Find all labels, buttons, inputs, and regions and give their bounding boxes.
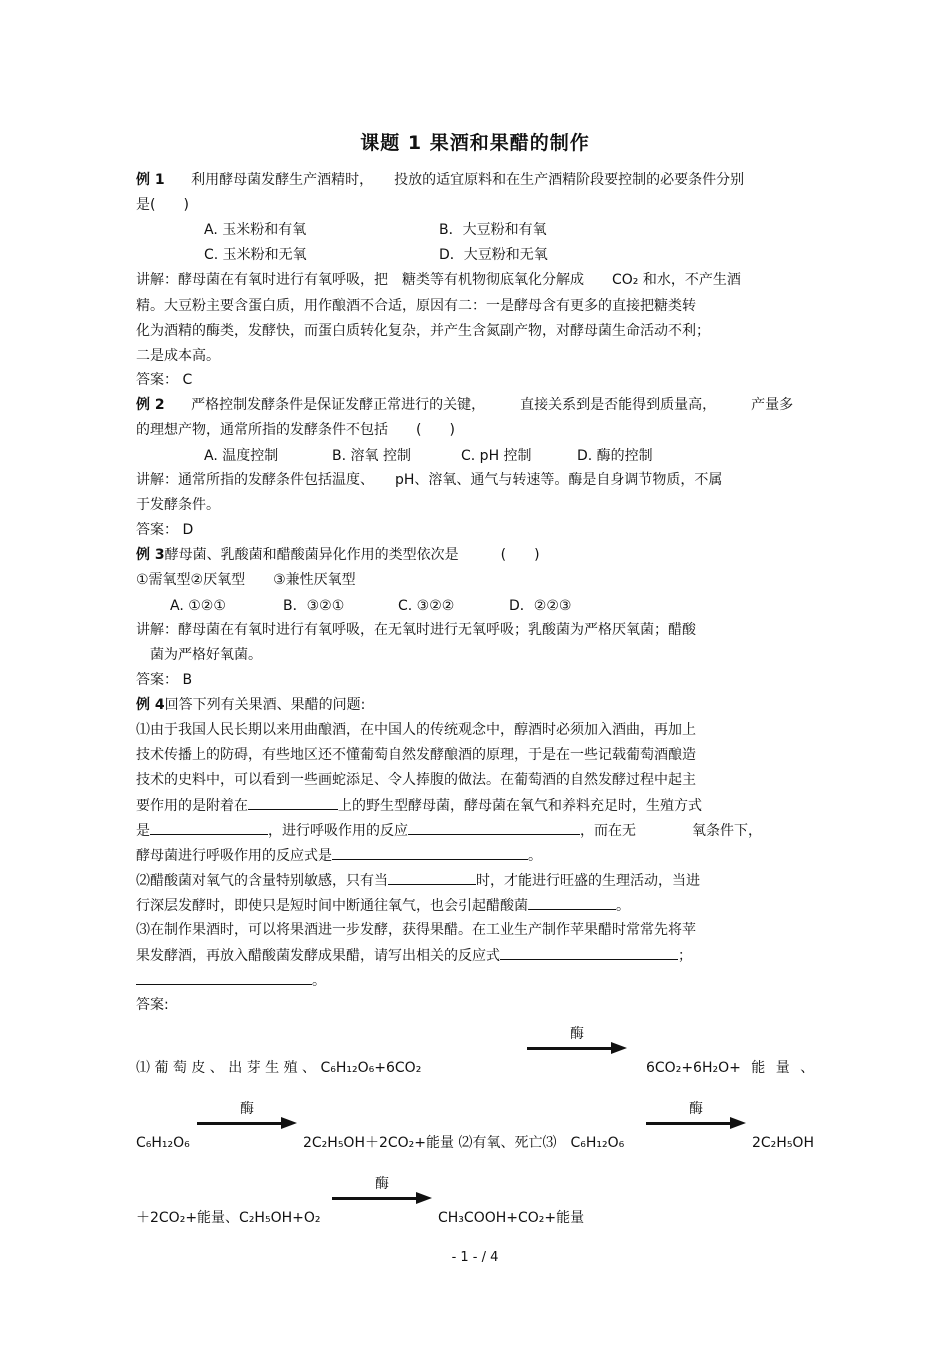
ex3-explanation-line2: 菌为严格好氧菌。 xyxy=(150,647,262,663)
ex3-option-d: D．②②③ xyxy=(509,598,572,614)
ex3-explanation-line1: 讲解：酵母菌在有氧时进行有氧呼吸，在无氧时进行无氧呼吸；乳酸菌为严格厌氧菌；醋酸 xyxy=(136,622,696,638)
ex4-part3-line1: ⑶在制作果酒时，可以将果酒进一步发酵，获得果醋。在工业生产制作苹果醋时常常先将苹 xyxy=(136,922,696,938)
ex2-explanation-line1: 讲解：通常所指的发酵条件包括温度、 pH、溶氧、通气与转速等。酶是自身调节物质，不属 xyxy=(136,472,723,488)
ex1-question-line2: 是( ) xyxy=(136,197,189,213)
ex4-question-intro: 例 4回答下列有关果酒、果醋的问题: xyxy=(136,697,366,713)
ex3-question-line2: ①需氧型②厌氧型 ③兼性厌氧型 xyxy=(136,572,356,588)
ex4-part1-line5: 是 ，进行呼吸作用的反应 ，而在无 氧条件下， xyxy=(136,820,762,841)
page-number: - 1 - / 4 xyxy=(451,1250,499,1265)
enzyme-label: 酶 xyxy=(689,1101,703,1117)
answer-blank xyxy=(408,820,580,835)
arrow-head-icon xyxy=(730,1117,746,1129)
ex1-option-c: C. 玉米粉和无氧 xyxy=(204,247,307,263)
reaction1-left: ⑴ 葡 萄 皮 、 出 芽 生 殖 、 C₆H₁₂O₆+6CO₂ xyxy=(136,1060,422,1076)
page-title: 课题 1 果酒和果醋的制作 xyxy=(360,132,590,154)
ex1-explanation-line4: 二是成本高。 xyxy=(136,348,220,364)
arrow-shaft xyxy=(527,1047,613,1050)
ex1-label: 例 1 xyxy=(136,172,165,188)
answer-blank xyxy=(388,870,476,885)
enzyme-label: 酶 xyxy=(240,1101,254,1117)
ex1-option-a: A. 玉米粉和有氧 xyxy=(204,222,307,238)
ex4-part3-line3: 。 xyxy=(136,970,326,991)
ex3-option-b: B．③②① xyxy=(283,598,345,614)
ex2-question-line1: 例 2 严格控制发酵条件是保证发酵正常进行的关键， 直接关系到是否能得到质量高， 产量多 xyxy=(136,397,794,413)
ex2-option-a: A. 温度控制 xyxy=(204,448,279,464)
ex1-answer: 答案： C xyxy=(136,372,193,388)
answer-blank xyxy=(332,845,528,860)
ex4-part1-line6: 酵母菌进行呼吸作用的反应式是 。 xyxy=(136,845,542,866)
answer-blank xyxy=(150,820,268,835)
ex3-option-a: A. ①②① xyxy=(170,598,226,614)
ex1-option-d: D．大豆粉和无氧 xyxy=(439,247,548,263)
answer-blank xyxy=(500,945,678,960)
arrow-head-icon xyxy=(416,1192,432,1204)
arrow-head-icon xyxy=(611,1042,627,1054)
ex4-answer-label: 答案: xyxy=(136,997,169,1013)
answer-blank xyxy=(528,895,616,910)
reaction1-right: 6CO₂+6H₂O+ 能 量 、 xyxy=(646,1060,815,1076)
arrow-shaft xyxy=(197,1122,283,1125)
ex2-option-d: D. 酶的控制 xyxy=(577,448,653,464)
arrow-head-icon xyxy=(281,1117,297,1129)
ex4-part3-line2: 果发酵酒，再放入醋酸菌发酵成果醋，请写出相关的反应式 ； xyxy=(136,945,692,966)
ex4-label: 例 4 xyxy=(136,697,165,713)
ex4-part1-line4: 要作用的是附着在 上的野生型酵母菌，酵母菌在氧气和养料充足时，生殖方式 xyxy=(136,795,702,816)
ex3-answer: 答案： B xyxy=(136,672,193,688)
ex1-explanation-line2: 精。大豆粉主要含蛋白质，用作酿酒不合适，原因有二：一是酵母含有更多的直接把糖类转 xyxy=(136,298,696,314)
reaction2-left: C₆H₁₂O₆ xyxy=(136,1135,190,1151)
reaction2-right: 2C₂H₅OH xyxy=(752,1135,814,1151)
reaction3-left: ＋2CO₂+能量、C₂H₅OH+O₂ xyxy=(136,1210,321,1226)
answer-blank xyxy=(136,970,312,985)
ex4-part2-line1: ⑵醋酸菌对氧气的含量特别敏感，只有当 时，才能进行旺盛的生理活动，当进 xyxy=(136,870,700,891)
ex1-option-b: B．大豆粉和有氧 xyxy=(439,222,547,238)
enzyme-label: 酶 xyxy=(570,1026,584,1042)
ex4-part1-line1: ⑴由于我国人民长期以来用曲酿酒，在中国人的传统观念中，醇酒时必须加入酒曲，再加上 xyxy=(136,722,696,738)
ex2-option-c: C. pH 控制 xyxy=(461,448,532,464)
ex3-label: 例 3 xyxy=(136,547,165,563)
ex3-question-line1: 例 3酵母菌、乳酸菌和醋酸菌异化作用的类型依次是 ( ) xyxy=(136,547,540,563)
reaction2-middle: 2C₂H₅OH＋2CO₂+能量 ⑵有氧、死亡⑶ C₆H₁₂O₆ xyxy=(303,1135,625,1151)
ex4-part1-line2: 技术传播上的防碍，有些地区还不懂葡萄自然发酵酿酒的原理，于是在一些记载葡萄酒酿造 xyxy=(136,747,696,763)
ex4-part1-line3: 技术的史料中，可以看到一些画蛇添足、令人捧腹的做法。在葡萄酒的自然发酵过程中起主 xyxy=(136,772,696,788)
ex3-option-c: C. ③②② xyxy=(398,598,455,614)
answer-blank xyxy=(248,795,338,810)
arrow-shaft xyxy=(646,1122,732,1125)
ex1-explanation-line1: 讲解：酵母菌在有氧时进行有氧呼吸，把 糖类等有机物彻底氧化分解成 CO₂ 和水，不产生酒 xyxy=(136,272,741,288)
arrow-shaft xyxy=(332,1197,418,1200)
ex2-label: 例 2 xyxy=(136,397,165,413)
ex2-option-b: B. 溶氧 控制 xyxy=(332,448,411,464)
enzyme-label: 酶 xyxy=(375,1176,389,1192)
ex2-explanation-line2: 于发酵条件。 xyxy=(136,497,220,513)
ex1-explanation-line3: 化为酒精的酶类，发酵快，而蛋白质转化复杂，并产生含氮副产物，对酵母菌生命活动不利； xyxy=(136,323,710,339)
ex2-answer: 答案： D xyxy=(136,522,194,538)
ex1-question-line1: 例 1 利用酵母菌发酵生产酒精时， 投放的适宜原料和在生产酒精阶段要控制的必要条件分别 xyxy=(136,172,745,188)
ex2-question-line2: 的理想产物，通常所指的发酵条件不包括 ( ) xyxy=(136,422,455,438)
reaction3-right: CH₃COOH+CO₂+能量 xyxy=(438,1210,585,1226)
ex4-part2-line2: 行深层发酵时，即使只是短时间中断通往氧气，也会引起醋酸菌 。 xyxy=(136,895,630,916)
